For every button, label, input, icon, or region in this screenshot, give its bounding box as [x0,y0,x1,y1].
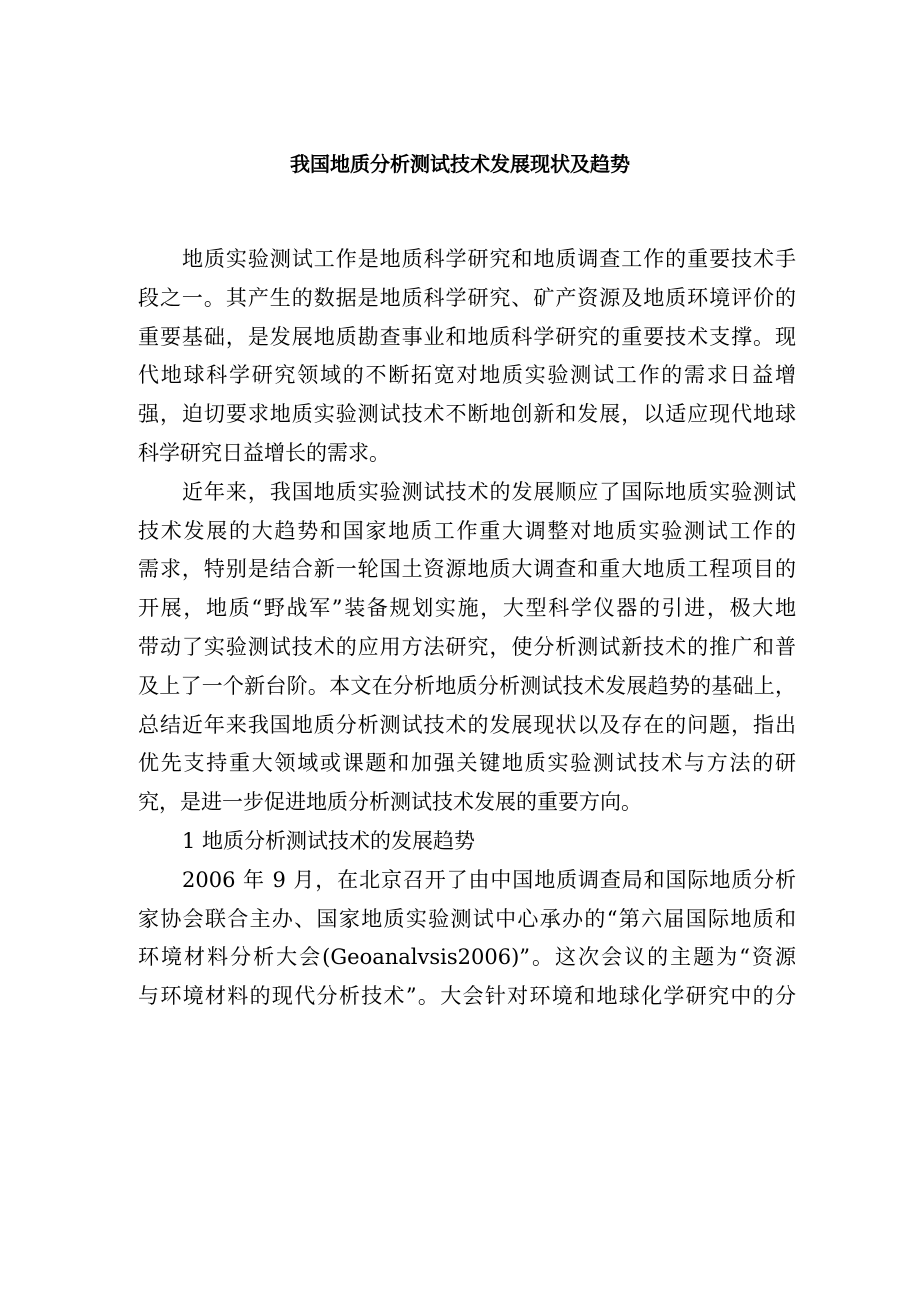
paragraph-2-line-5: 带动了实验测试技术的应用方法研究，使分析测试新技术的推广和普 [138,634,796,659]
paragraph-2-line-3: 需求，特别是结合新一轮国土资源地质大调查和重大地质工程项目的 [138,557,796,582]
paragraph-2-line-6: 及上了一个新台阶。本文在分析地质分析测试技术发展趋势的基础上， [138,673,796,698]
document-title: 我国地质分析测试技术发展现状及趋势 [290,152,630,176]
paragraph-2-line-4: 开展，地质“野战军”装备规划实施，大型科学仪器的引进，极大地 [138,596,796,621]
paragraph-2-line-1: 近年来，我国地质实验测试技术的发展顺应了国际地质实验测试 [182,479,796,504]
paragraph-1-line-2: 段之一。其产生的数据是地质科学研究、矿产资源及地质环境评价的 [138,285,796,310]
paragraph-3-line-1: 2006 年 9 月，在北京召开了由中国地质调查局和国际地质分析 [182,867,796,892]
paragraph-3-line-2: 家协会联合主办、国家地质实验测试中心承办的“第六届国际地质和 [138,906,796,931]
section-heading-1: 1 地质分析测试技术的发展趋势 [182,828,476,853]
paragraph-1-line-5: 强，迫切要求地质实验测试技术不断地创新和发展，以适应现代地球 [138,402,796,427]
paragraph-2-line-7: 总结近年来我国地质分析测试技术的发展现状以及存在的问题，指出 [138,712,796,737]
document-body [138,240,796,1016]
paragraph-2-line-8: 优先支持重大领域或课题和加强关键地质实验测试技术与方法的研 [138,751,796,776]
paragraph-1-line-4: 代地球科学研究领域的不断拓宽对地质实验测试工作的需求日益增 [138,363,796,388]
paragraph-2-line-9: 究，是进一步促进地质分析测试技术发展的重要方向。 [138,790,642,815]
paragraph-1-line-3: 重要基础，是发展地质勘查事业和地质科学研究的重要技术支撑。现 [138,324,796,349]
paragraph-3-line-3: 环境材料分析大会(Geoanalvsis2006)”。这次会议的主题为“资源 [138,945,796,970]
paragraph-1-line-1: 地质实验测试工作是地质科学研究和地质调查工作的重要技术手 [182,247,796,271]
paragraph-1-line-6: 科学研究日益增长的需求。 [138,440,390,465]
paragraph-3-line-4: 与环境材料的现代分析技术”。大会针对环境和地球化学研究中的分 [138,984,796,1009]
paragraph-2-line-2: 技术发展的大趋势和国家地质工作重大调整对地质实验测试工作的 [138,518,796,543]
